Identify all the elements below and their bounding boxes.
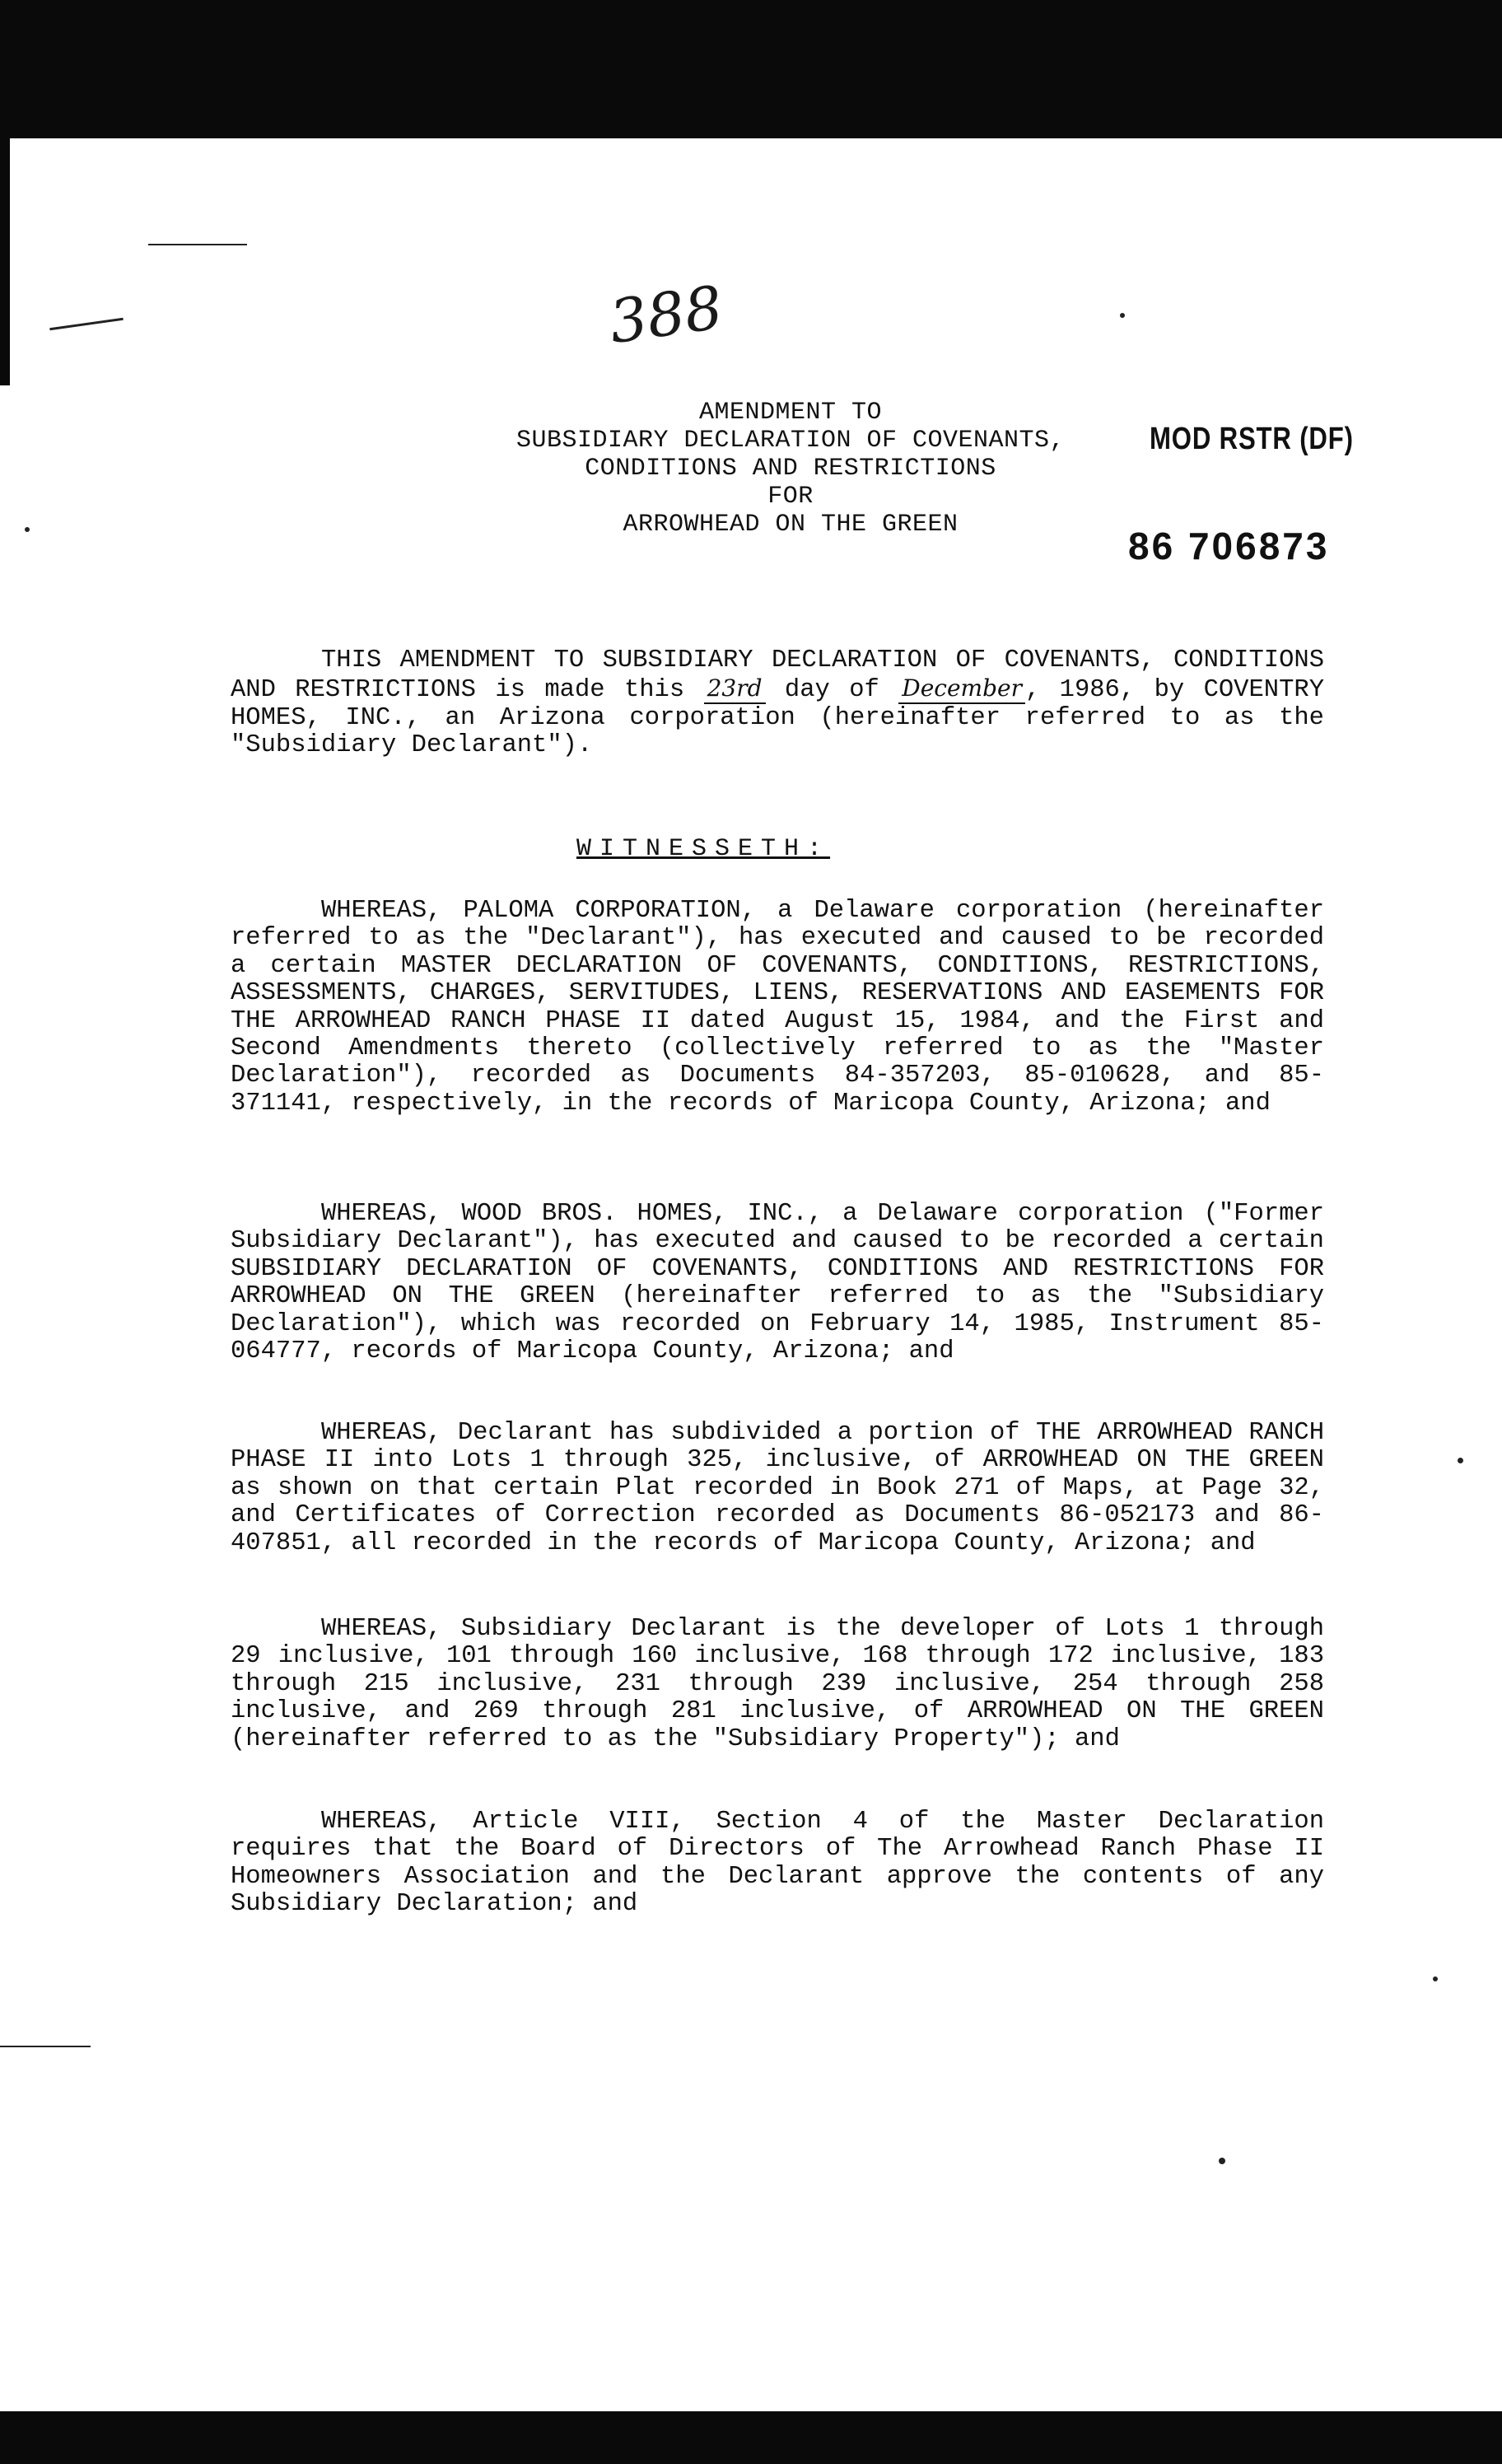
intro-text: day of bbox=[784, 676, 879, 705]
scan-mark bbox=[148, 244, 247, 245]
document-title bbox=[354, 399, 1227, 539]
document-number-stamp: 86 706873 bbox=[1128, 525, 1330, 567]
handwritten-page-number: 388 bbox=[604, 272, 727, 357]
recital-paragraph: WHEREAS, PALOMA CORPORATION, a Delaware corporation (hereinafter referred to as the "Declarant"), has executed and caused to be recorded a certain MASTER DECLARATION OF COVENANTS, CONDITIONS, RESTRICTIONS, ASSESSMENTS, CHARGES, SERVITUDES, LIENS, RESERVATIONS AND EASEMENTS FOR THE ARROWHEAD RANCH PHASE II dated August 15, 1984, and the First and Second Amendments thereto (collectively referred to as the "Master Declaration"), recorded as Documents 84-357203, 85-010628, and 85-371141, respectively, in the records of Maricopa County, Arizona; and bbox=[231, 897, 1324, 1118]
handwritten-day: 23rd bbox=[704, 674, 766, 703]
recital-paragraph: WHEREAS, Subsidiary Declarant is the developer of Lots 1 through 29 inclusive, 101 through 160 inclusive, 168 through 172 inclusive, 183 through 215 inclusive, 231 through 239 inclusive, 254 through 258 inclusive, and 269 through 281 inclusive, of ARROWHEAD ON THE GREEN (hereinafter referred to as the "Subsidiary Property"); and bbox=[231, 1615, 1324, 1753]
scan-border-bottom bbox=[0, 2411, 1502, 2464]
scan-speck bbox=[1120, 313, 1125, 318]
recital-paragraph: WHEREAS, Declarant has subdivided a portion of THE ARROWHEAD RANCH PHASE II into Lots 1 through 325, inclusive, of ARROWHEAD ON THE GREEN as shown on that certain Plat recorded in Book 271 of Maps, at Page 32, and Certificates of Correction recorded as Documents 86-052173 and 86-407851, all recorded in the records of Maricopa County, Arizona; and bbox=[231, 1419, 1324, 1557]
scan-mark bbox=[49, 318, 124, 330]
title-line: ARROWHEAD ON THE GREEN bbox=[623, 511, 959, 539]
title-line: AMENDMENT TO bbox=[698, 399, 883, 427]
title-line: SUBSIDIARY DECLARATION OF COVENANTS, bbox=[515, 427, 1066, 455]
recording-code-stamp: MOD RSTR (DF) bbox=[1150, 422, 1354, 456]
scan-speck bbox=[1219, 2158, 1225, 2164]
recital-paragraph: WHEREAS, Article VIII, Section 4 of the Master Declaration requires that the Board of Directors of The Arrowhead Ranch Phase II Homeowners Association and the Declarant approve the contents of any Subsidiary Declaration; and bbox=[231, 1808, 1324, 1919]
scan-speck bbox=[25, 527, 30, 532]
intro-text: THIS AMENDMENT TO SUBSIDIARY DECLARATION OF COVENANTS, CONDITIONS AND RESTRICTIONS is made this bbox=[231, 646, 1324, 705]
scan-border-left bbox=[0, 138, 10, 385]
witnesseth-heading: WITNESSETH: bbox=[576, 835, 831, 863]
scan-speck bbox=[1458, 1458, 1463, 1463]
handwritten-month: December bbox=[898, 674, 1025, 703]
title-line: CONDITIONS AND RESTRICTIONS bbox=[585, 455, 996, 483]
intro-text: , 1986, by COVENTRY HOMES, INC., an Arizona corporation (hereinafter referred to as the "Subsidiary Declarant"). bbox=[231, 676, 1324, 760]
scan-speck bbox=[1433, 1976, 1438, 1981]
title-line: FOR bbox=[767, 483, 814, 511]
intro-paragraph bbox=[231, 647, 1324, 760]
scan-border-top bbox=[0, 0, 1502, 138]
recital-paragraph: WHEREAS, WOOD BROS. HOMES, INC., a Delaware corporation ("Former Subsidiary Declarant"), has executed and caused to be recorded a certain SUBSIDIARY DECLARATION OF COVENANTS, CONDITIONS AND RESTRICTIONS FOR ARROWHEAD ON THE GREEN (hereinafter referred to as the "Subsidiary Declaration"), which was recorded on February 14, 1985, Instrument 85-064777, records of Maricopa County, Arizona; and bbox=[231, 1200, 1324, 1366]
scan-mark bbox=[0, 2046, 91, 2047]
